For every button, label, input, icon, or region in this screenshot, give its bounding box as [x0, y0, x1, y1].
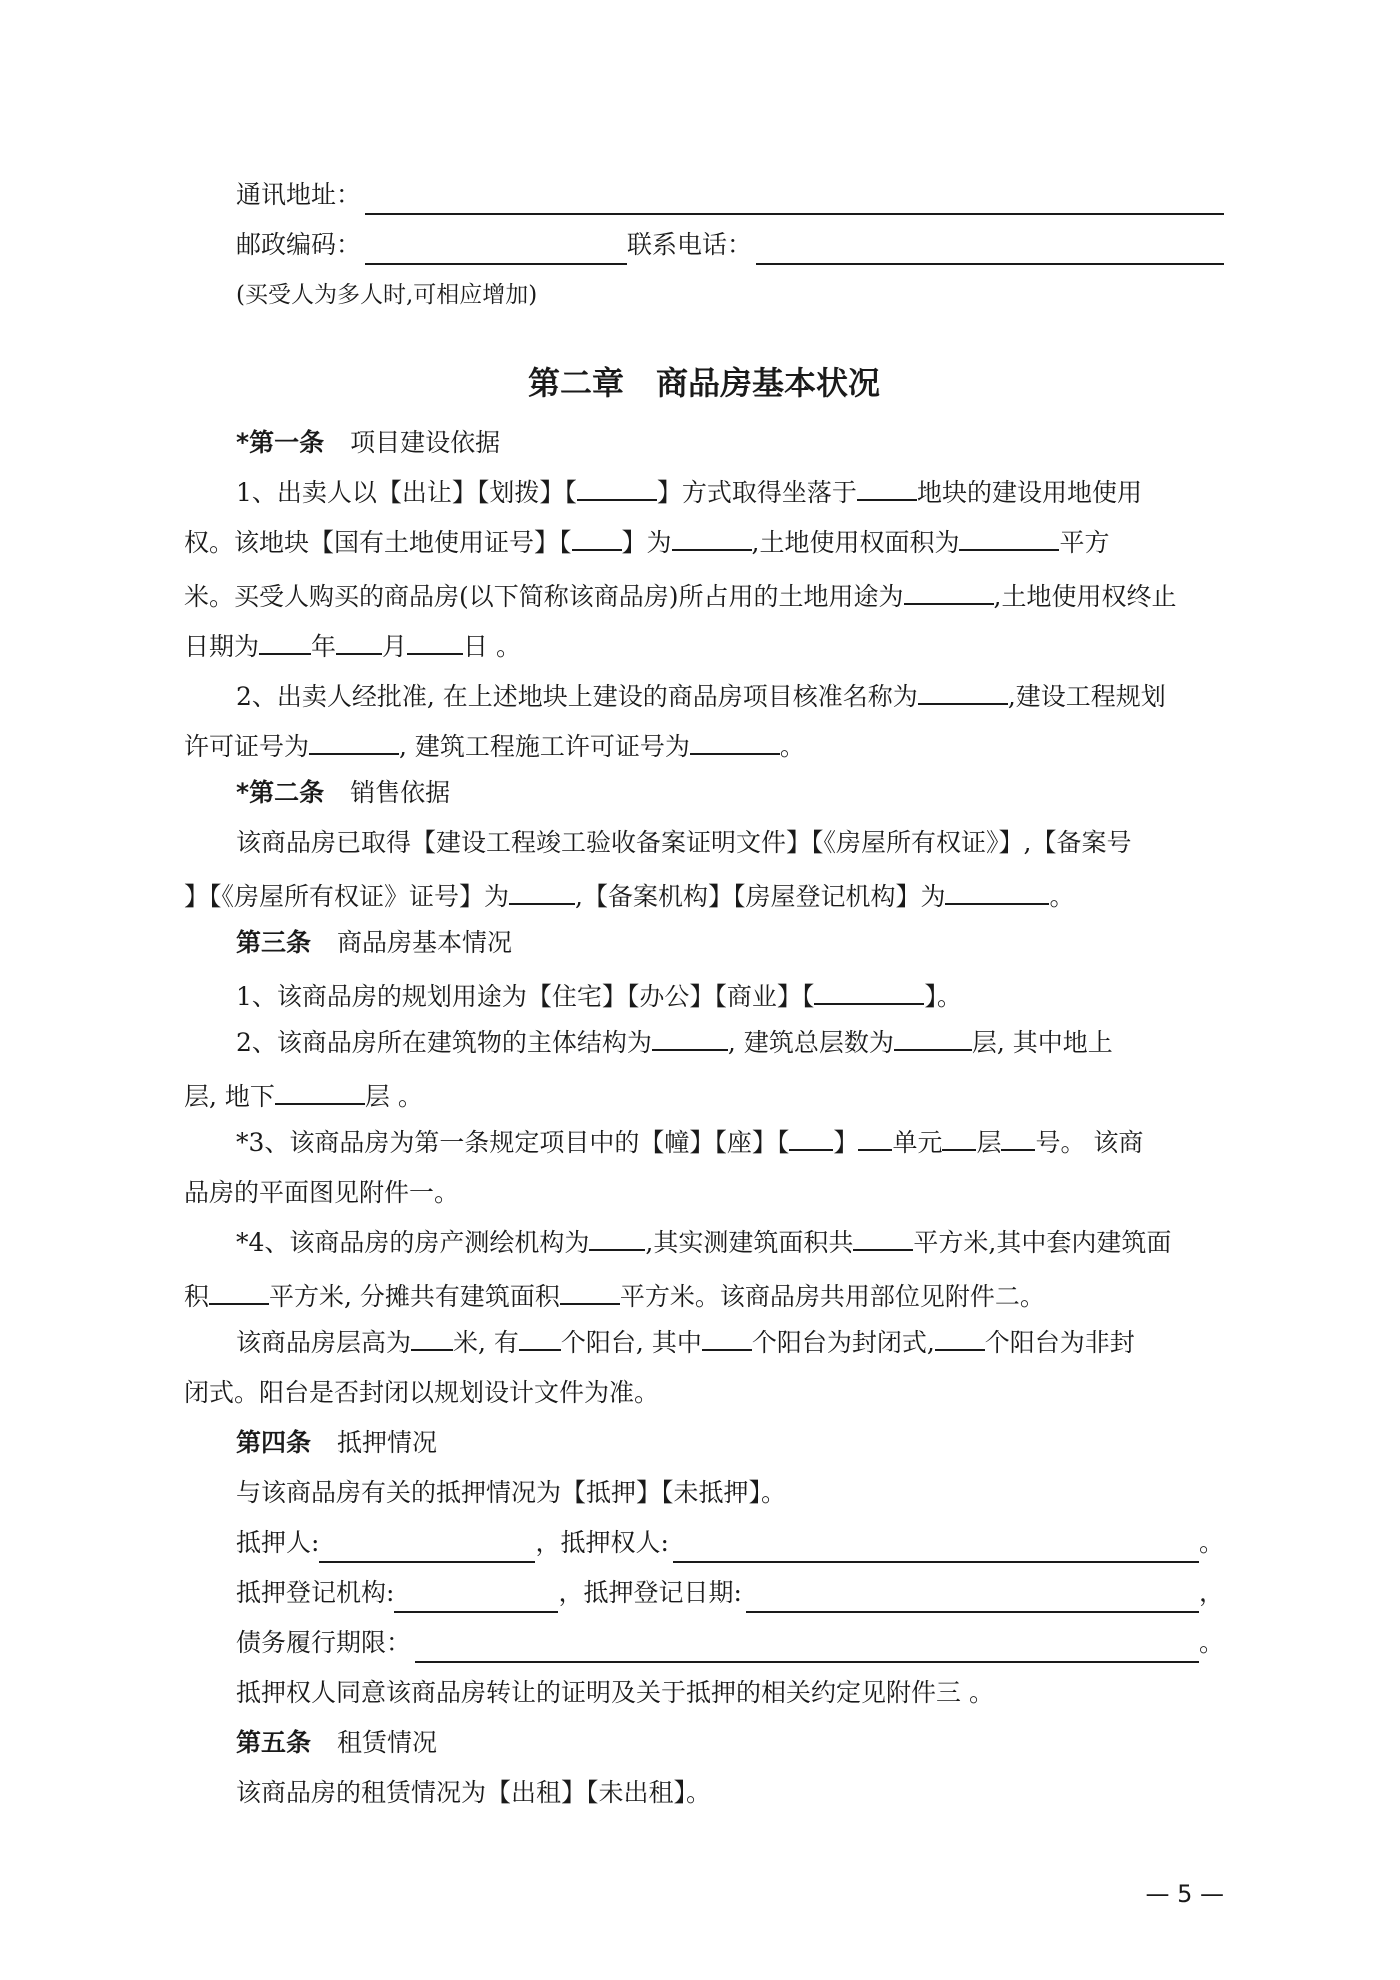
mortgagor-line: [184, 1523, 1224, 1563]
article-3-p4-line2: [184, 1273, 1224, 1313]
article-3-p1: [184, 973, 1224, 1013]
article-3-p3-line2: 品房的平面图见附件一。: [184, 1178, 460, 1207]
text: 层 。: [364, 1082, 423, 1111]
land-use-blank[interactable]: [904, 573, 994, 605]
text: 】。: [924, 982, 962, 1011]
text: *4、该商品房的房产测绘机构为: [236, 1228, 590, 1257]
article-1-number: *第一条: [236, 428, 325, 457]
text: 日 。: [463, 632, 521, 661]
interior-area-blank[interactable]: [209, 1273, 269, 1305]
article-5-title: 租赁情况: [337, 1728, 438, 1757]
registry-blank[interactable]: [394, 1581, 558, 1613]
article-2-heading: [184, 773, 1224, 813]
mortgage-registry-line: [184, 1573, 1224, 1613]
text: ,【备案机构】【房屋登记机构】为: [575, 882, 946, 911]
planned-use-blank[interactable]: [814, 973, 924, 1005]
text: 1、出卖人以【出让】【划拨】【: [236, 478, 577, 507]
text: 。: [1049, 882, 1075, 911]
open-balcony-blank[interactable]: [935, 1319, 985, 1351]
page-content: [184, 175, 1224, 1823]
article-5-line1: 该商品房的租赁情况为【出租】【未出租】。: [236, 1778, 712, 1807]
text: 权。该地块【国有土地使用证号】【: [184, 528, 572, 557]
text: 平方: [1059, 528, 1110, 557]
planning-permit-blank[interactable]: [309, 723, 399, 755]
land-acquisition-method-blank[interactable]: [577, 469, 657, 501]
article-5-number: 第五条: [236, 1728, 312, 1757]
text: 】【《房屋所有权证》证号】为: [184, 882, 510, 911]
unit-blank[interactable]: [858, 1119, 892, 1151]
text: 2、出卖人经批准, 在上述地块上建设的商品房项目核准名称为: [236, 682, 918, 711]
construction-permit-blank[interactable]: [690, 723, 780, 755]
text: *3、该商品房为第一条规定项目中的【幢】【座】【: [236, 1128, 790, 1157]
text: 平方米,其中套内建筑面: [913, 1228, 1172, 1257]
article-1-p1-line4: [184, 623, 1224, 663]
structure-type-blank[interactable]: [652, 1019, 728, 1051]
buyer-note: (买受人为多人时,可相应增加): [236, 282, 538, 308]
building-number-blank[interactable]: [789, 1119, 833, 1151]
shared-area-blank[interactable]: [560, 1273, 620, 1305]
text: 】: [833, 1128, 859, 1157]
article-5-heading: [184, 1723, 1224, 1763]
article-4-line1: 与该商品房有关的抵押情况为【抵押】【未抵押】。: [236, 1478, 787, 1507]
article-2-number: *第二条: [236, 778, 325, 807]
term-end-day-blank[interactable]: [407, 623, 463, 655]
text: 单元: [892, 1128, 943, 1157]
text: 积: [184, 1282, 210, 1311]
text: 个阳台为封闭式,: [751, 1328, 935, 1357]
text: , 建筑工程施工许可证号为: [399, 732, 690, 761]
article-3-p2-line1: [184, 1023, 1224, 1063]
text: 米, 有: [453, 1328, 519, 1357]
land-area-blank[interactable]: [959, 519, 1059, 551]
survey-agency-blank[interactable]: [589, 1219, 645, 1251]
text: 个阳台为非封: [984, 1328, 1135, 1357]
postcode-phone-line: [184, 225, 1224, 265]
text: 月: [382, 632, 408, 661]
basement-floors-blank[interactable]: [275, 1073, 365, 1105]
balcony-count-blank[interactable]: [519, 1319, 561, 1351]
text: 】方式取得坐落于: [656, 478, 857, 507]
chapter-title: 第二章 商品房基本状况: [527, 364, 880, 402]
address-line: [184, 175, 1224, 215]
mortgagee-blank[interactable]: [673, 1531, 1199, 1563]
article-3-number: 第三条: [236, 928, 312, 957]
article-4-title: 抵押情况: [337, 1428, 438, 1457]
filing-number-blank[interactable]: [509, 873, 575, 905]
text: 号。 该商: [1035, 1128, 1144, 1157]
text: 米。买受人购买的商品房(以下简称该商品房)所占用的土地用途为: [184, 582, 904, 611]
article-2-line2: [184, 873, 1224, 913]
term-end-year-blank[interactable]: [259, 623, 311, 655]
total-floors-blank[interactable]: [894, 1019, 972, 1051]
mortgagor-blank[interactable]: [319, 1531, 535, 1563]
text: ,建设工程规划: [1007, 682, 1166, 711]
registry-label: 抵押登记机构:: [236, 1578, 395, 1607]
article-1-p2-line2: [184, 723, 1224, 763]
article-1-heading: [184, 423, 1224, 463]
text: 日期为: [184, 632, 260, 661]
address-label: 通讯地址：: [236, 180, 362, 209]
article-2-line1: 该商品房已取得【建设工程竣工验收备案证明文件】【《房屋所有权证》】,【备案号: [236, 828, 1132, 857]
room-number-blank[interactable]: [1001, 1119, 1035, 1151]
text: 层, 其中地上: [971, 1028, 1113, 1057]
postcode-label: 邮政编码：: [236, 230, 362, 259]
text: ,土地使用权终止: [993, 582, 1177, 611]
article-1-p2-line1: [184, 673, 1224, 713]
article-1-p1-line3: [184, 573, 1224, 613]
text: 许可证号为: [184, 732, 310, 761]
text: 年: [311, 632, 337, 661]
land-cert-type-blank[interactable]: [572, 519, 622, 551]
article-4-heading: [184, 1423, 1224, 1463]
debt-term-label: 债务履行期限：: [236, 1628, 412, 1657]
article-3-title: 商品房基本情况: [337, 928, 513, 957]
text: 。: [779, 732, 805, 761]
text: 平方米。该商品房共用部位见附件二。: [619, 1282, 1045, 1311]
postcode-blank[interactable]: [365, 233, 627, 265]
mortgagor-label: 抵押人:: [236, 1528, 320, 1557]
text: 2、该商品房所在建筑物的主体结构为: [236, 1028, 652, 1057]
registration-date-blank[interactable]: [746, 1581, 1199, 1613]
text: ，: [1198, 1578, 1224, 1607]
text: 层: [976, 1128, 1002, 1157]
article-4-number: 第四条: [236, 1428, 312, 1457]
article-3-p5-line1: [184, 1323, 1224, 1363]
floor-blank[interactable]: [942, 1119, 976, 1151]
text: 该商品房层高为: [236, 1328, 412, 1357]
article-1-p1-line1: [184, 473, 1224, 513]
article-3-heading: [184, 923, 1224, 963]
filing-agency-blank[interactable]: [945, 873, 1049, 905]
mortgagee-label: ，抵押权人:: [535, 1528, 669, 1557]
text: 平方米, 分摊共有建筑面积: [269, 1282, 560, 1311]
land-location-blank[interactable]: [857, 469, 917, 501]
text: 。: [1198, 1528, 1224, 1557]
article-3-p3-line1: [184, 1123, 1224, 1163]
registration-date-label: ，抵押登记日期:: [558, 1578, 742, 1607]
article-3-p5-line2: 闭式。阳台是否封闭以规划设计文件为准。: [184, 1378, 660, 1407]
text: 地块的建设用地使用: [916, 478, 1142, 507]
text: 】为: [621, 528, 672, 557]
project-name-blank[interactable]: [918, 673, 1008, 705]
article-3-p4-line1: [184, 1223, 1224, 1263]
phone-label: 联系电话：: [627, 230, 753, 259]
text: 个阳台, 其中: [560, 1328, 702, 1357]
article-3-p2-line2: [184, 1073, 1224, 1113]
term-end-month-blank[interactable]: [336, 623, 382, 655]
text: 1、该商品房的规划用途为【住宅】【办公】【商业】【: [236, 982, 815, 1011]
land-cert-number-blank[interactable]: [672, 519, 752, 551]
closed-balcony-blank[interactable]: [702, 1319, 752, 1351]
article-4-line5: 抵押权人同意该商品房转让的证明及关于抵押的相关约定见附件三 。: [236, 1678, 994, 1707]
article-2-title: 销售依据: [350, 778, 451, 807]
text: ,土地使用权面积为: [751, 528, 960, 557]
debt-term-blank[interactable]: [415, 1631, 1199, 1663]
phone-blank[interactable]: [756, 233, 1224, 265]
measured-area-blank[interactable]: [853, 1219, 913, 1251]
text: ,其实测建筑面积共: [645, 1228, 854, 1257]
address-blank[interactable]: [365, 183, 1224, 215]
text: 层, 地下: [184, 1082, 275, 1111]
text: , 建筑总层数为: [727, 1028, 894, 1057]
debt-term-line: [184, 1623, 1224, 1663]
floor-height-blank[interactable]: [411, 1319, 453, 1351]
page-number: — 5 —: [1145, 1880, 1224, 1908]
article-1-p1-line2: [184, 523, 1224, 563]
article-1-title: 项目建设依据: [350, 428, 501, 457]
text: 。: [1198, 1628, 1224, 1657]
